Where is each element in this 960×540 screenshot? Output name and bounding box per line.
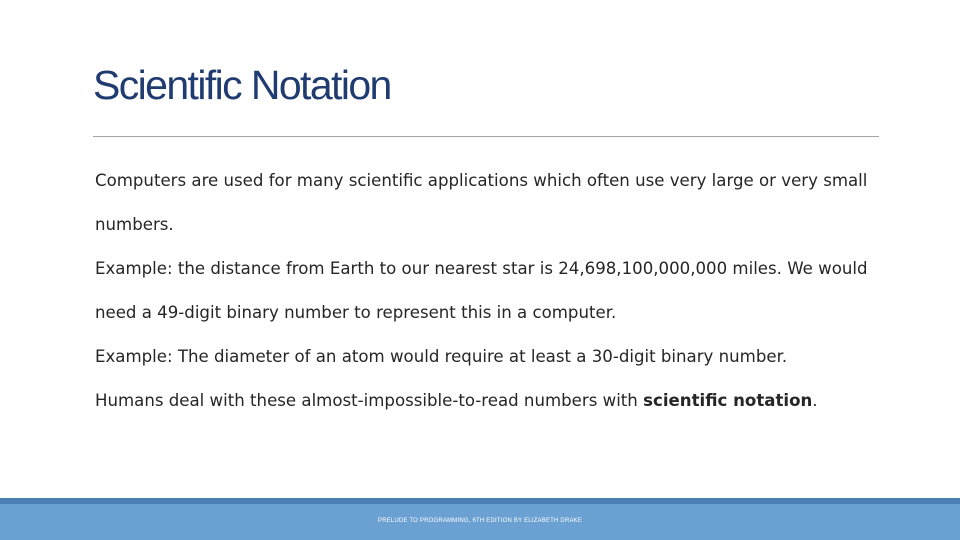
emphasis-term: scientific notation <box>643 391 813 410</box>
title-divider <box>93 136 879 137</box>
slide-title: Scientific Notation <box>93 62 391 108</box>
paragraph-2: Example: the distance from Earth to our nearest star is 24,698,100,000,000 miles. We would need a 49-digit binary number to represent this in a computer. <box>95 259 868 322</box>
footer-credit: PRELUDE TO PROGRAMMING, 6TH EDITION BY ELIZABETH DRAKE <box>377 518 583 524</box>
paragraph-3: Example: The diameter of an atom would require at least a 30-digit binary number. <box>95 347 788 366</box>
paragraph-4 <box>95 379 885 423</box>
paragraph-4-end: . <box>812 391 818 410</box>
paragraph-4-text: Humans deal with these almost-impossible-to-read numbers with <box>95 391 644 410</box>
paragraph-1: Computers are used for many scientific applications which often use very large or very small numbers. <box>95 171 868 234</box>
slide-body <box>95 159 885 423</box>
